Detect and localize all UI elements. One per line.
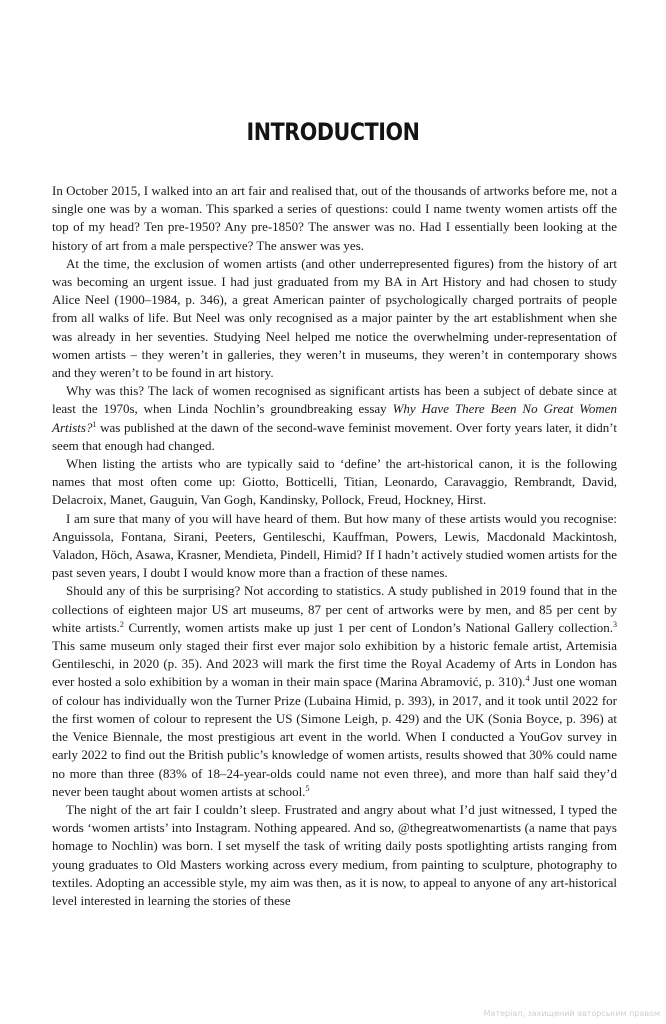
paragraph-1: In October 2015, I walked into an art fair and realised that, out of the thousands of artworks before me, not a single one was by a woman. This sparked a series of questions: could I name twenty women artists off the top of my head? Ten pre-1950? Any pre-1850? The answer was no. Had I essentially been looking at the history of art from a male perspective? The answer was yes. — [52, 183, 617, 253]
paragraph-6-sentence-2: Currently, women artists make up just 1 per cent of London’s National Gallery collection. — [123, 619, 613, 635]
paragraph-6-sentence-1: Should any of this be surprising? Not according to statistics. A study published in 2019 found that in the collections of eighteen major US art museums, 87 per cent of artworks were by men, and 85 per cent by white artists. — [52, 583, 617, 635]
essay-title: Why Have There Been No Great Women Artists? — [52, 401, 618, 435]
paragraph-6-sentence-3: This same museum only staged their first ever major solo exhibition by a historic female artist, Artemisia Gentileschi, in 2020 (p. 35). And 2023 will mark the first time the Royal Academy of Arts in London has ever hosted a solo exhibition by a woman in their main space (Marina Abramović, p. 310). — [52, 638, 617, 690]
paragraph-6-sentence-4: Just one woman of colour has individually won the Turner Prize (Lubaina Himid, p. 393), in 2017, and it took until 2022 for the first women of colour to represent the US (Simone Leigh, p. 429) and the UK (Sonia Boyce, p. 396) at the Venice Biennale, the most prestigious art event in the world. When I conducted a YouGov survey in early 2022 to find out the British public’s knowledge of women artists, results showed that 30% could name no more than three (83% of 18–24-year-olds could name not even three), and more than half said they’d never been taught about women artists at school. — [52, 674, 617, 799]
paragraph-7: The night of the art fair I couldn’t sleep. Frustrated and angry about what I’d just witnessed, I typed the words ‘women artists’ into Instagram. Nothing appeared. And so, @thegreatwomenartists (a name that pays homage to Nochlin) was born. I set myself the task of writing daily posts spotlighting artists ranging from young graduates to Old Masters working across every medium, from painting to sculpture, photography to textiles. Adopting an accessible style, my aim was then, as it is now, to appeal to anyone of any art-historical level interested in learning the stories of these — [52, 801, 617, 908]
paragraph-4: When listing the artists who are typically said to ‘define’ the art-historical canon, it is the following names that most often come up: Giotto, Botticelli, Titian, Leonardo, Caravaggio, Rembrandt, David, Delacroix, Manet, Gauguin, Van Gogh, Kandinsky, Pollock, Freud, Hockney, Hirst. — [52, 456, 617, 508]
copyright-watermark: Матеріал, захищений авторським правом — [483, 1009, 660, 1018]
paragraph-2: At the time, the exclusion of women artists (and other underrepresented figures) from the history of art was becoming an urgent issue. I had just graduated from my BA in Art History and had chosen to study Alice Neel (1900–1984, p. 346), a great American painter of psychologically charged portraits of people from all walks of life. But Neel was only recognised as a major painter by the art establishment when she was already in her seventies. Studying Neel helped me notice the overwhelming under-representation of women artists – they weren’t in galleries, they weren’t in museums, they weren’t in contemporary shows and they weren’t to be found in art history. — [52, 255, 617, 381]
footnote-ref-2: 2 — [119, 619, 124, 629]
page-title: INTRODUCTION — [246, 118, 420, 146]
paragraph-3-text-after: was published at the dawn of the second-wave feminist movement. Over forty years later, it didn’t seem that enough had changed. — [52, 419, 617, 453]
paragraph-6 — [52, 582, 617, 800]
footnote-ref-3: 3 — [613, 619, 617, 629]
footnote-ref-1: 1 — [92, 419, 97, 429]
footnote-ref-4: 4 — [525, 674, 530, 684]
body-text — [52, 182, 617, 910]
paragraph-3 — [52, 382, 617, 455]
footnote-ref-5: 5 — [305, 783, 310, 793]
paragraph-3-text-before: Why was this? The lack of women recognised as significant artists has been a subject of debate since at least the 1970s, when Linda Nochlin’s groundbreaking essay — [52, 383, 617, 417]
paragraph-5: I am sure that many of you will have heard of them. But how many of these artists would you recognise: Anguissola, Fontana, Sirani, Peeters, Gentileschi, Kauffman, Powers, Lewis, Macdonald Mackintosh, Valadon, Höch, Asawa, Krasner, Mendieta, Pindell, Himid? If I hadn’t actively studied women artists for the past seven years, I doubt I would know more than a fraction of these names. — [52, 510, 617, 581]
